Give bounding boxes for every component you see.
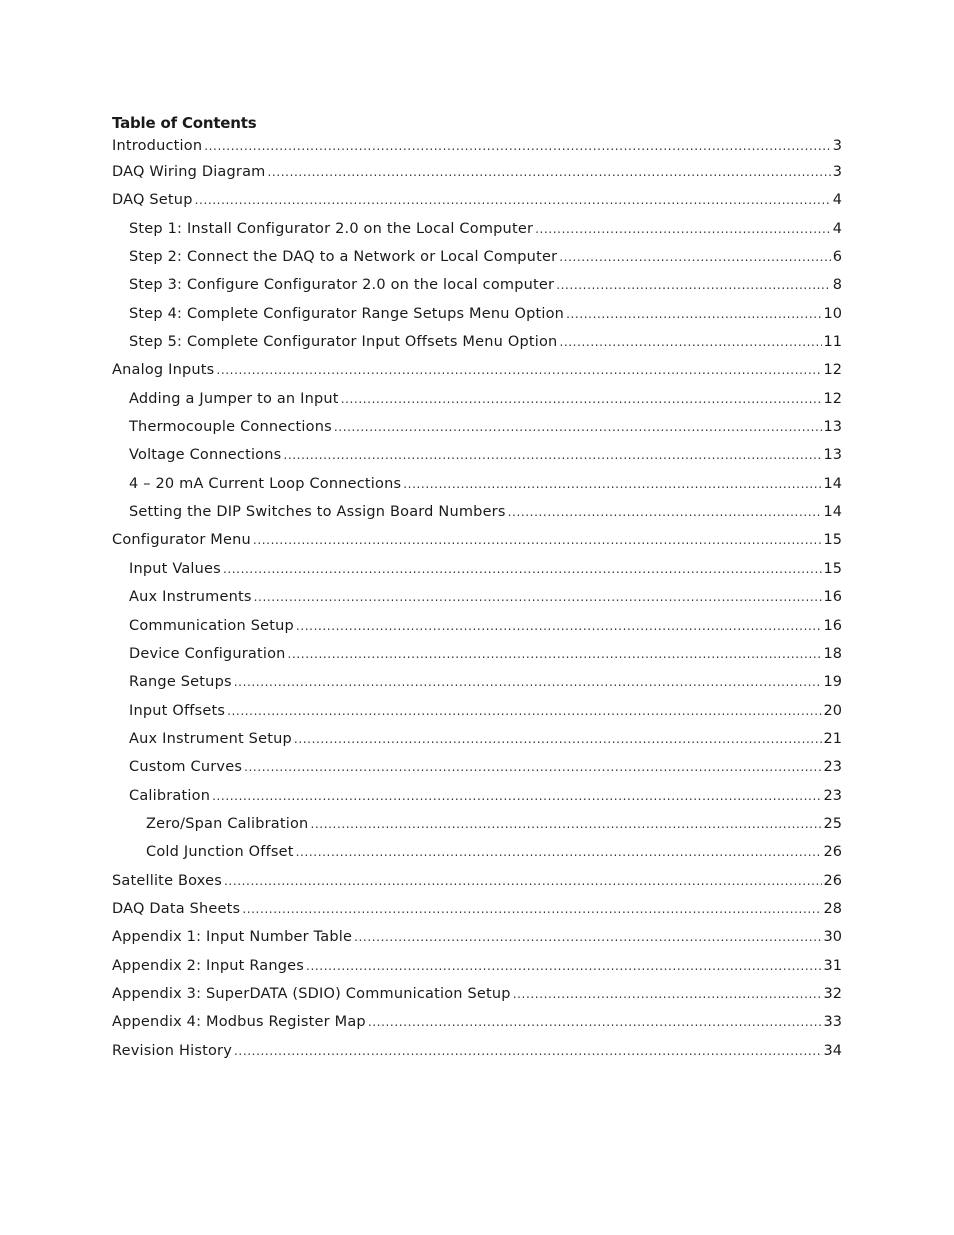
dot-leader	[559, 243, 831, 271]
toc-entry-page-number: 11	[823, 334, 842, 351]
toc-entry[interactable]	[112, 838, 842, 866]
toc-entry-label: 4 – 20 mA Current Loop Connections	[129, 475, 402, 492]
dot-leader	[556, 271, 831, 299]
toc-entry-label: Input Offsets	[129, 702, 226, 719]
dot-leader	[268, 158, 831, 186]
dot-leader	[234, 1037, 822, 1065]
toc-entry-label: Appendix 1: Input Number Table	[112, 929, 353, 946]
toc-entry-label: Calibration	[129, 787, 211, 804]
toc-entry[interactable]	[112, 980, 842, 1008]
document-page	[112, 112, 842, 1065]
dot-leader	[296, 838, 822, 866]
toc-entry-page-number: 32	[823, 985, 842, 1002]
toc-entry[interactable]	[112, 158, 842, 186]
dot-leader	[508, 498, 822, 526]
toc-entry-page-number: 30	[823, 929, 842, 946]
toc-entry[interactable]	[112, 215, 842, 243]
dot-leader	[223, 555, 822, 583]
toc-entry-page-number: 6	[832, 249, 842, 266]
toc-entry-page-number: 3	[832, 164, 842, 180]
toc-entry[interactable]	[112, 385, 842, 413]
toc-entry[interactable]	[112, 583, 842, 611]
dot-leader	[368, 1008, 822, 1036]
toc-entry[interactable]	[112, 356, 842, 384]
toc-list	[112, 134, 842, 1065]
toc-entry-page-number: 31	[823, 957, 842, 974]
toc-entry-label: Input Values	[129, 560, 221, 577]
toc-entry-label: Step 5: Complete Configurator Input Offsets Menu Option	[129, 334, 558, 351]
dot-leader	[254, 583, 822, 611]
dot-leader	[334, 413, 822, 441]
toc-entry[interactable]	[112, 186, 842, 214]
toc-entry[interactable]	[112, 725, 842, 753]
toc-entry[interactable]	[112, 328, 842, 356]
toc-entry-label: Communication Setup	[129, 617, 294, 634]
toc-entry[interactable]	[112, 810, 842, 838]
toc-entry[interactable]	[112, 470, 842, 498]
dot-leader	[242, 895, 821, 923]
dot-leader	[294, 725, 822, 753]
dot-leader	[244, 753, 821, 781]
toc-entry-label: Custom Curves	[129, 759, 243, 776]
toc-entry-page-number: 26	[823, 844, 842, 861]
toc-entry[interactable]	[112, 441, 842, 469]
toc-entry[interactable]	[112, 134, 842, 158]
dot-leader	[306, 952, 822, 980]
toc-entry-page-number: 18	[823, 645, 842, 662]
toc-entry[interactable]	[112, 1037, 842, 1065]
toc-entry[interactable]	[112, 498, 842, 526]
toc-entry-page-number: 23	[823, 787, 842, 804]
toc-entry-label: Adding a Jumper to an Input	[129, 390, 339, 407]
toc-entry[interactable]	[112, 952, 842, 980]
dot-leader	[535, 215, 831, 243]
toc-entry[interactable]	[112, 867, 842, 895]
toc-entry[interactable]	[112, 923, 842, 951]
toc-entry-label: Step 2: Connect the DAQ to a Network or Local Computer	[129, 249, 558, 266]
toc-entry-page-number: 21	[823, 730, 842, 747]
toc-entry-page-number: 15	[823, 560, 842, 577]
toc-entry-label: Step 1: Install Configurator 2.0 on the Local Computer	[129, 220, 534, 237]
toc-entry-page-number: 34	[823, 1042, 842, 1059]
toc-entry-label: DAQ Setup	[112, 192, 193, 209]
dot-leader	[559, 328, 821, 356]
toc-entry-label: Cold Junction Offset	[146, 844, 294, 861]
toc-entry-page-number: 23	[823, 759, 842, 776]
toc-entry-page-number: 26	[823, 872, 842, 889]
dot-leader	[204, 134, 831, 158]
toc-entry[interactable]	[112, 782, 842, 810]
dot-leader	[234, 668, 822, 696]
dot-leader	[195, 186, 831, 214]
toc-entry-label: Configurator Menu	[112, 532, 251, 549]
dot-leader	[212, 782, 821, 810]
toc-entry-page-number: 25	[823, 815, 842, 832]
toc-entry[interactable]	[112, 271, 842, 299]
toc-entry-label: DAQ Data Sheets	[112, 900, 241, 917]
toc-entry-label: Voltage Connections	[129, 447, 282, 464]
toc-entry-page-number: 14	[823, 475, 842, 492]
toc-entry-label: Thermocouple Connections	[129, 419, 332, 436]
toc-entry-page-number: 13	[823, 419, 842, 436]
toc-entry-label: Setting the DIP Switches to Assign Board Numbers	[129, 504, 506, 521]
toc-entry-label: Zero/Span Calibration	[146, 815, 309, 832]
dot-leader	[296, 612, 822, 640]
dot-leader	[283, 441, 821, 469]
dot-leader	[288, 640, 822, 668]
toc-entry[interactable]	[112, 697, 842, 725]
dot-leader	[341, 385, 822, 413]
dot-leader	[216, 356, 821, 384]
toc-entry-page-number: 19	[823, 674, 842, 691]
dot-leader	[354, 923, 821, 951]
toc-entry[interactable]	[112, 300, 842, 328]
toc-entry-page-number: 3	[832, 138, 842, 154]
dot-leader	[253, 526, 822, 554]
toc-entry-page-number: 4	[832, 220, 842, 237]
toc-entry-page-number: 16	[823, 589, 842, 606]
toc-entry-label: Aux Instrument Setup	[129, 730, 292, 747]
toc-entry[interactable]	[112, 243, 842, 271]
toc-entry-label: Appendix 3: SuperDATA (SDIO) Communication Setup	[112, 985, 511, 1002]
toc-entry-label: Device Configuration	[129, 645, 286, 662]
toc-entry-page-number: 12	[823, 390, 842, 407]
dot-leader	[566, 300, 821, 328]
toc-entry-label: Analog Inputs	[112, 362, 215, 379]
toc-entry[interactable]	[112, 640, 842, 668]
toc-entry-label: Step 3: Configure Configurator 2.0 on the local computer	[129, 277, 555, 294]
toc-entry[interactable]	[112, 895, 842, 923]
dot-leader	[513, 980, 822, 1008]
toc-entry-page-number: 16	[823, 617, 842, 634]
dot-leader	[227, 697, 821, 725]
dot-leader	[403, 470, 821, 498]
toc-entry-label: Step 4: Complete Configurator Range Setups Menu Option	[129, 305, 565, 322]
dot-leader	[224, 867, 822, 895]
toc-entry-page-number: 28	[823, 900, 842, 917]
toc-entry-page-number: 33	[823, 1014, 842, 1031]
toc-entry-label: Aux Instruments	[129, 589, 252, 606]
toc-entry[interactable]	[112, 612, 842, 640]
toc-heading: Table of Contents	[112, 114, 257, 132]
toc-entry-page-number: 8	[832, 277, 842, 294]
toc-entry-label: Revision History	[112, 1042, 232, 1059]
toc-entry-label: Range Setups	[129, 674, 232, 691]
toc-entry-label: Appendix 2: Input Ranges	[112, 957, 305, 974]
toc-entry-label: DAQ Wiring Diagram	[112, 164, 266, 180]
toc-entry[interactable]	[112, 526, 842, 554]
toc-entry[interactable]	[112, 668, 842, 696]
dot-leader	[310, 810, 821, 838]
toc-entry[interactable]	[112, 413, 842, 441]
toc-entry-label: Introduction	[112, 138, 203, 154]
toc-entry-page-number: 13	[823, 447, 842, 464]
toc-entry[interactable]	[112, 1008, 842, 1036]
toc-entry-page-number: 14	[823, 504, 842, 521]
toc-entry-page-number: 4	[832, 192, 842, 209]
toc-entry-page-number: 12	[823, 362, 842, 379]
toc-entry[interactable]	[112, 555, 842, 583]
toc-entry-page-number: 20	[823, 702, 842, 719]
toc-entry-label: Appendix 4: Modbus Register Map	[112, 1014, 366, 1031]
toc-entry-page-number: 15	[823, 532, 842, 549]
toc-entry-label: Satellite Boxes	[112, 872, 222, 889]
toc-entry[interactable]	[112, 753, 842, 781]
toc-entry-page-number: 10	[823, 305, 842, 322]
